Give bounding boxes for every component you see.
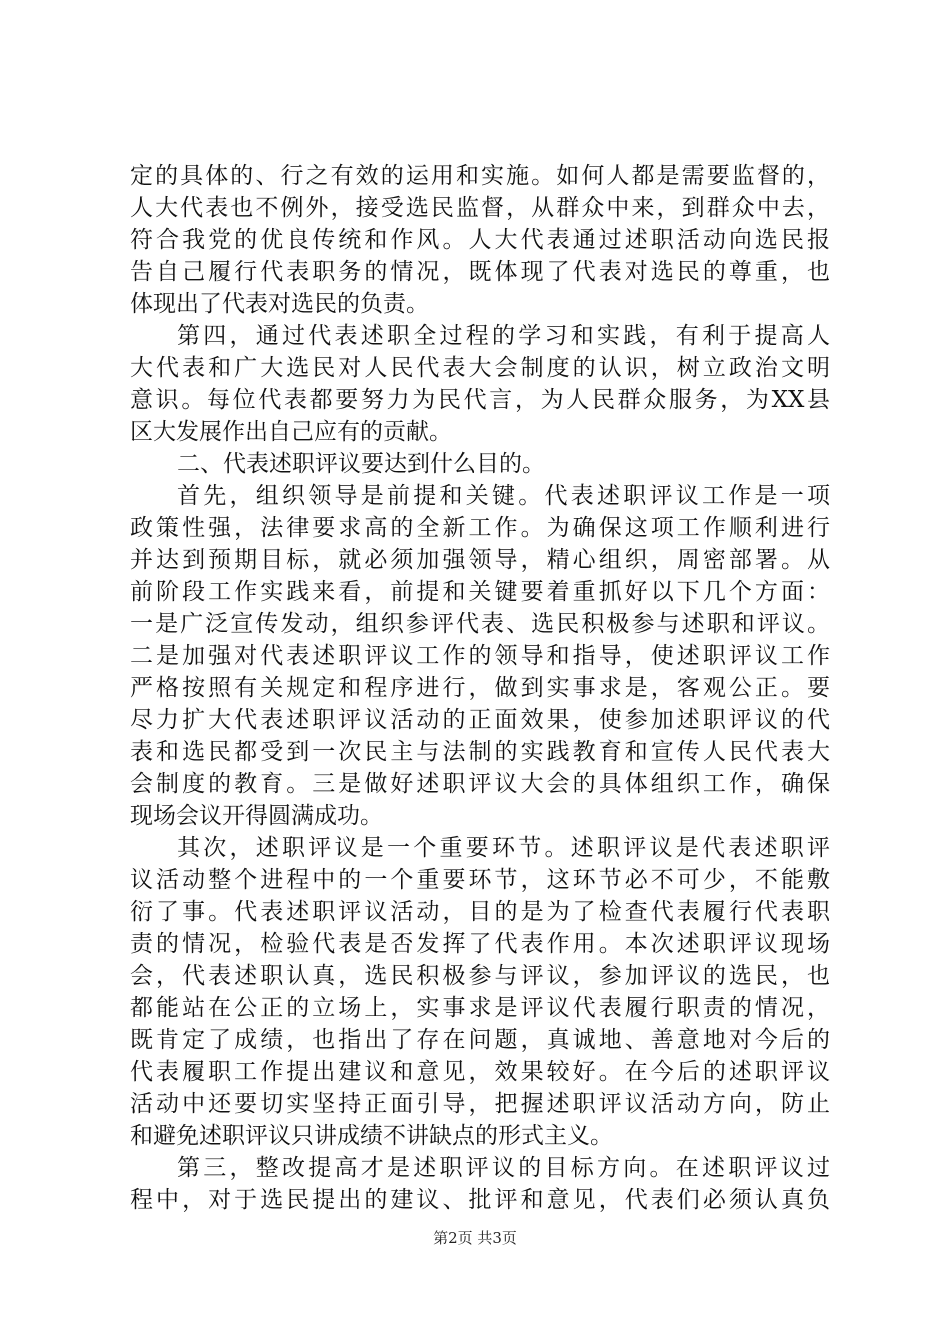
- text-line: 第四，通过代表述职全过程的学习和实践，有利于提高人: [177, 323, 830, 349]
- text-line: 人大代表也不例外，接受选民监督，从群众中来，到群众中去，: [130, 195, 830, 221]
- text-line: 政策性强，法律要求高的全新工作。为确保这项工作顺利进行: [130, 515, 830, 541]
- text-line: 定的具体的、行之有效的运用和实施。如何人都是需要监督的，: [130, 163, 830, 189]
- text-line: 前阶段工作实践来看，前提和关键要着重抓好以下几个方面：: [130, 579, 830, 605]
- text-line: 都能站在公正的立场上，实事求是评议代表履行职责的情况，: [130, 995, 830, 1021]
- text-line: 严格按照有关规定和程序进行，做到实事求是，客观公正。要: [130, 675, 830, 701]
- text-line: 区大发展作出自己应有的贡献。: [130, 419, 452, 445]
- text-line: 并达到预期目标，就必须加强领导，精心组织，周密部署。从: [130, 547, 830, 573]
- text-line: 会，代表述职认真，选民积极参与评议，参加评议的选民，也: [130, 963, 830, 989]
- text-line: 二是加强对代表述职评议工作的领导和指导，使述职评议工作: [130, 643, 830, 669]
- text-line: 和避免述职评议只讲成绩不讲缺点的形式主义。: [130, 1123, 613, 1149]
- text-line: 符合我党的优良传统和作风。人大代表通过述职活动向选民报: [130, 227, 830, 253]
- text-line: 既肯定了成绩，也指出了存在问题，真诚地、善意地对今后的: [130, 1027, 830, 1053]
- text-line: 体现出了代表对选民的负责。: [130, 291, 429, 317]
- text-line: 现场会议开得圆满成功。: [130, 803, 383, 829]
- text-line: 尽力扩大代表述职评议活动的正面效果，使参加述职评议的代: [130, 707, 830, 733]
- text-line: 会制度的教育。三是做好述职评议大会的具体组织工作，确保: [130, 771, 830, 797]
- text-line: 第三，整改提高才是述职评议的目标方向。在述职评议过: [177, 1155, 830, 1181]
- text-line: 衍了事。代表述职评议活动，目的是为了检查代表履行代表职: [130, 899, 830, 925]
- text-line: 议活动整个进程中的一个重要环节，这环节必不可少，不能敷: [130, 867, 830, 893]
- text-line: 责的情况，检验代表是否发挥了代表作用。本次述职评议现场: [130, 931, 830, 957]
- section-heading: 二、代表述职评议要达到什么目的。: [177, 451, 545, 477]
- text-line: 一是广泛宣传发动，组织参评代表、选民积极参与述职和评议。: [130, 611, 830, 637]
- page-number-footer: 第2页 共3页: [433, 1229, 517, 1247]
- text-line: 告自己履行代表职务的情况，既体现了代表对选民的尊重，也: [130, 259, 830, 285]
- text-line: 表和选民都受到一次民主与法制的实践教育和宣传人民代表大: [130, 739, 830, 765]
- text-line: 大代表和广大选民对人民代表大会制度的认识，树立政治文明: [130, 355, 830, 381]
- text-line: 代表履职工作提出建议和意见，效果较好。在今后的述职评议: [130, 1059, 830, 1085]
- text-line: 意识。每位代表都要努力为民代言，为人民群众服务，为XX县: [130, 387, 830, 413]
- text-line: 其次，述职评议是一个重要环节。述职评议是代表述职评: [177, 835, 830, 861]
- text-line: 首先，组织领导是前提和关键。代表述职评议工作是一项: [177, 483, 830, 509]
- document-body: [130, 160, 830, 1216]
- text-line: 程中，对于选民提出的建议、批评和意见，代表们必须认真负: [130, 1187, 830, 1213]
- text-line: 活动中还要切实坚持正面引导，把握述职评议活动方向，防止: [130, 1091, 830, 1117]
